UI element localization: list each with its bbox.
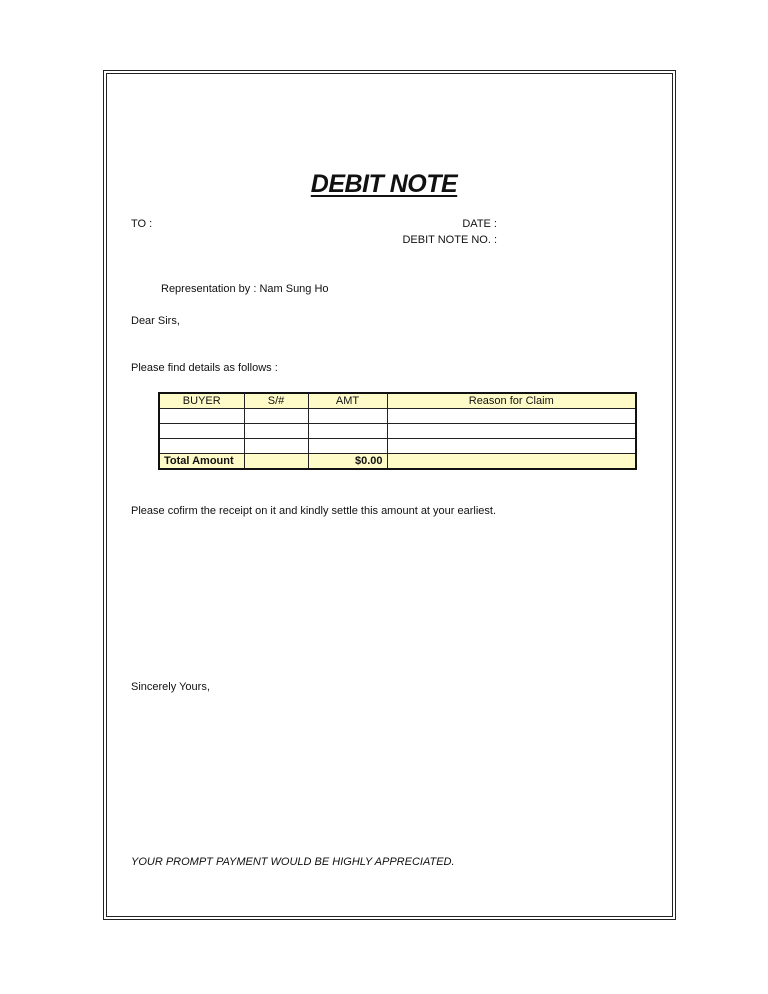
to-label: TO : (131, 218, 153, 230)
total-label: Total Amount (159, 454, 244, 470)
cell-serial (244, 439, 308, 454)
cell-reason (387, 424, 636, 439)
total-serial-empty (244, 454, 308, 470)
closing: Sincerely Yours, (131, 681, 210, 693)
cell-buyer (159, 439, 244, 454)
representation-line: Representation by : Nam Sung Ho (161, 283, 329, 295)
cell-buyer (159, 409, 244, 424)
total-row (159, 454, 636, 470)
cell-serial (244, 409, 308, 424)
table-row (159, 424, 636, 439)
document-title-text: DEBIT NOTE (310, 170, 458, 198)
cell-reason (387, 409, 636, 424)
total-amount: $0.00 (308, 454, 387, 470)
page-border-inner (106, 73, 673, 917)
table-row (159, 409, 636, 424)
footer-note: YOUR PROMPT PAYMENT WOULD BE HIGHLY APPRECIATED. (131, 856, 455, 868)
total-reason-empty (387, 454, 636, 470)
intro-text: Please find details as follows : (131, 362, 278, 374)
claim-table-header-row (159, 393, 636, 409)
cell-reason (387, 439, 636, 454)
salutation: Dear Sirs, (131, 315, 180, 327)
cell-amount (308, 439, 387, 454)
date-label: DATE : (462, 218, 497, 230)
header-reason: Reason for Claim (387, 393, 636, 409)
cell-amount (308, 424, 387, 439)
header-amount: AMT (308, 393, 387, 409)
cell-amount (308, 409, 387, 424)
table-row (159, 439, 636, 454)
header-buyer: BUYER (159, 393, 244, 409)
debit-note-number-label: DEBIT NOTE NO. : (402, 234, 497, 246)
confirm-text: Please cofirm the receipt on it and kindly settle this amount at your earliest. (131, 505, 497, 517)
cell-buyer (159, 424, 244, 439)
claim-table (158, 392, 637, 470)
cell-serial (244, 424, 308, 439)
document-title (0, 170, 768, 199)
header-serial: S/# (244, 393, 308, 409)
